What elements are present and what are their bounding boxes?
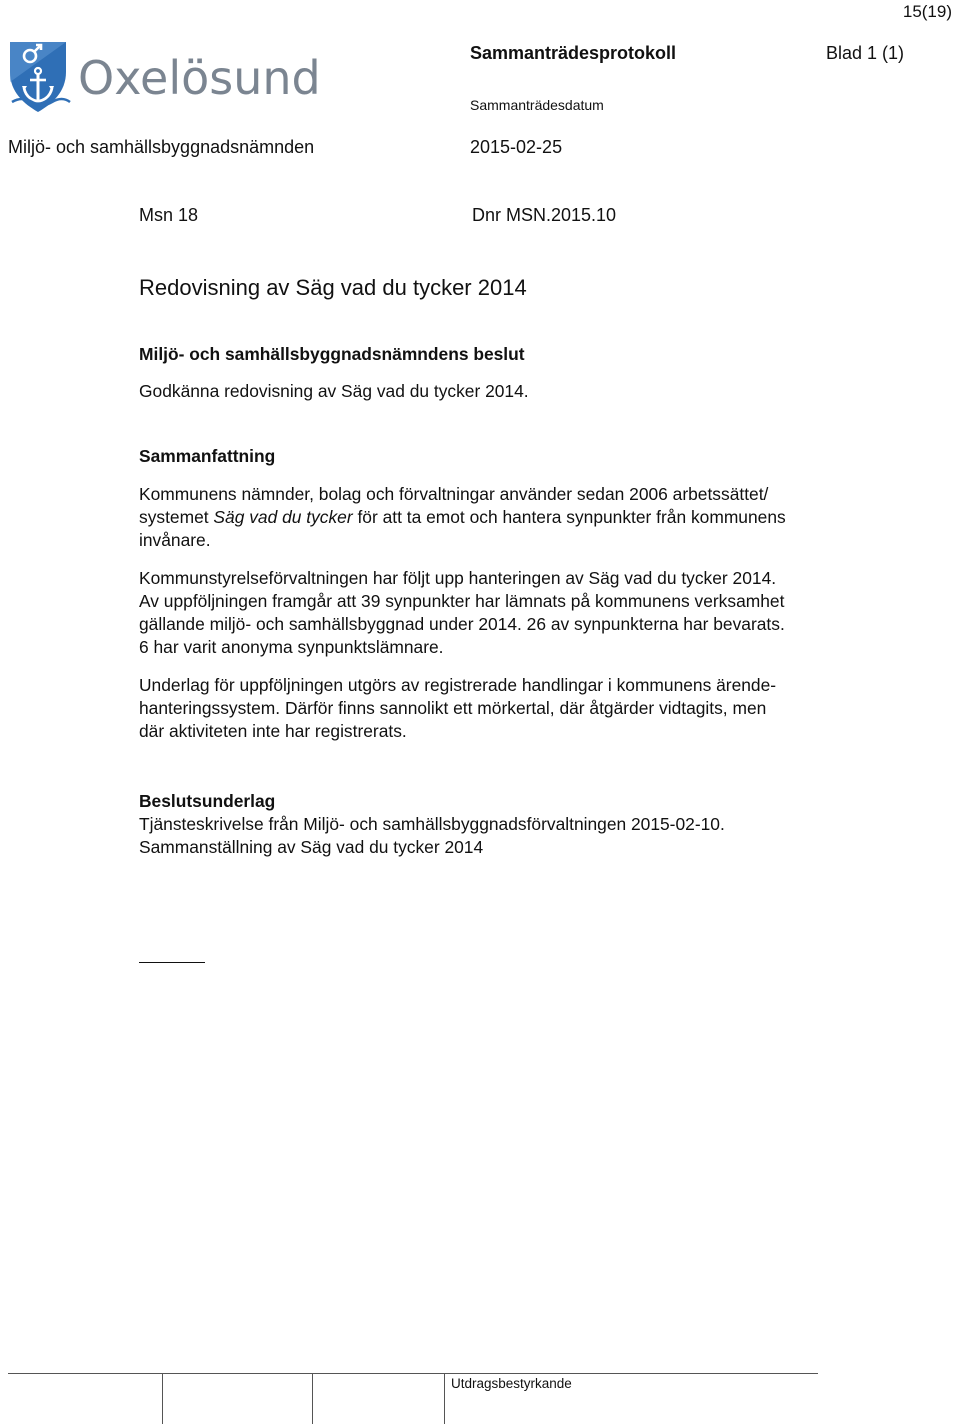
sheet-number: Blad 1 (1) xyxy=(826,43,905,63)
protocol-title: Sammanträdesprotokoll xyxy=(470,43,677,63)
meeting-date: 2015-02-25 xyxy=(470,137,563,157)
footer-signature-box-divider xyxy=(162,1373,163,1424)
municipality-logo xyxy=(8,42,328,114)
decision-basis-line-1: Tjänsteskrivelse från Miljö- och samhällsbyggnadsförvaltningen 2015-02-10. xyxy=(139,814,725,834)
dnr-number: Dnr MSN.2015.10 xyxy=(472,205,617,225)
decision-heading: Miljö- och samhällsbyggnadsnämndens beslut xyxy=(139,344,525,364)
page-number: 15(19) xyxy=(902,2,952,21)
summary-paragraph-3 xyxy=(139,674,899,743)
summary-p3-line3: där aktiviteten inte har registrerats. xyxy=(139,721,407,741)
decision-basis-heading: Beslutsunderlag xyxy=(139,791,276,811)
summary-p2-line3: gällande miljö- och samhällsbyggnad under 2014. 26 av synpunkterna har bevarats. xyxy=(139,614,785,634)
footer-divider xyxy=(8,1373,818,1374)
decision-text: Godkänna redovisning av Säg vad du tycker 2014. xyxy=(139,381,529,401)
logo-wordmark: Oxelösund xyxy=(78,51,321,105)
committee-name: Miljö- och samhällsbyggnadsnämnden xyxy=(8,137,315,157)
summary-p2-line2: Av uppföljningen framgår att 39 synpunkter har lämnats på kommunens verksamhet xyxy=(139,591,785,611)
meeting-date-label: Sammanträdesdatum xyxy=(470,97,604,113)
case-reference xyxy=(139,204,899,228)
protocol-body xyxy=(139,204,899,859)
summary-p1-line1: Kommunens nämnder, bolag och förvaltningar använder sedan 2006 arbetssättet/ xyxy=(139,484,769,504)
summary-p2-line1: Kommunstyrelseförvaltningen har följt upp hanteringen av Säg vad du tycker 2014. xyxy=(139,568,777,588)
summary-p2-line4: 6 har varit anonyma synpunktslämnare. xyxy=(139,637,444,657)
system-name: Säg vad du tycker xyxy=(213,507,353,527)
summary-p3-line2: hanteringssystem. Därför finns sannolikt ett mörkertal, där åtgärder vidtagits, men xyxy=(139,698,767,718)
footer-signature-box-divider xyxy=(444,1373,445,1424)
coat-of-arms-icon xyxy=(10,42,70,112)
case-title: Redovisning av Säg vad du tycker 2014 xyxy=(139,275,527,300)
summary-p3-line1: Underlag för uppföljningen utgörs av registrerade handlingar i kommunens ärende- xyxy=(139,675,777,695)
certification-label: Utdragsbestyrkande xyxy=(451,1376,572,1391)
summary-paragraph-2 xyxy=(139,567,899,659)
decision-basis-line-2: Sammanställning av Säg vad du tycker 2014 xyxy=(139,837,484,857)
summary-paragraph-1 xyxy=(139,483,899,552)
summary-p1-line3: invånare. xyxy=(139,530,211,550)
msn-number: Msn 18 xyxy=(139,205,199,225)
summary-heading: Sammanfattning xyxy=(139,446,276,466)
footer-signature-box-divider xyxy=(312,1373,313,1424)
signature-line xyxy=(139,962,205,963)
summary-p1-line2: systemet Säg vad du tycker för att ta emot och hantera synpunkter från kommunens xyxy=(139,507,786,527)
